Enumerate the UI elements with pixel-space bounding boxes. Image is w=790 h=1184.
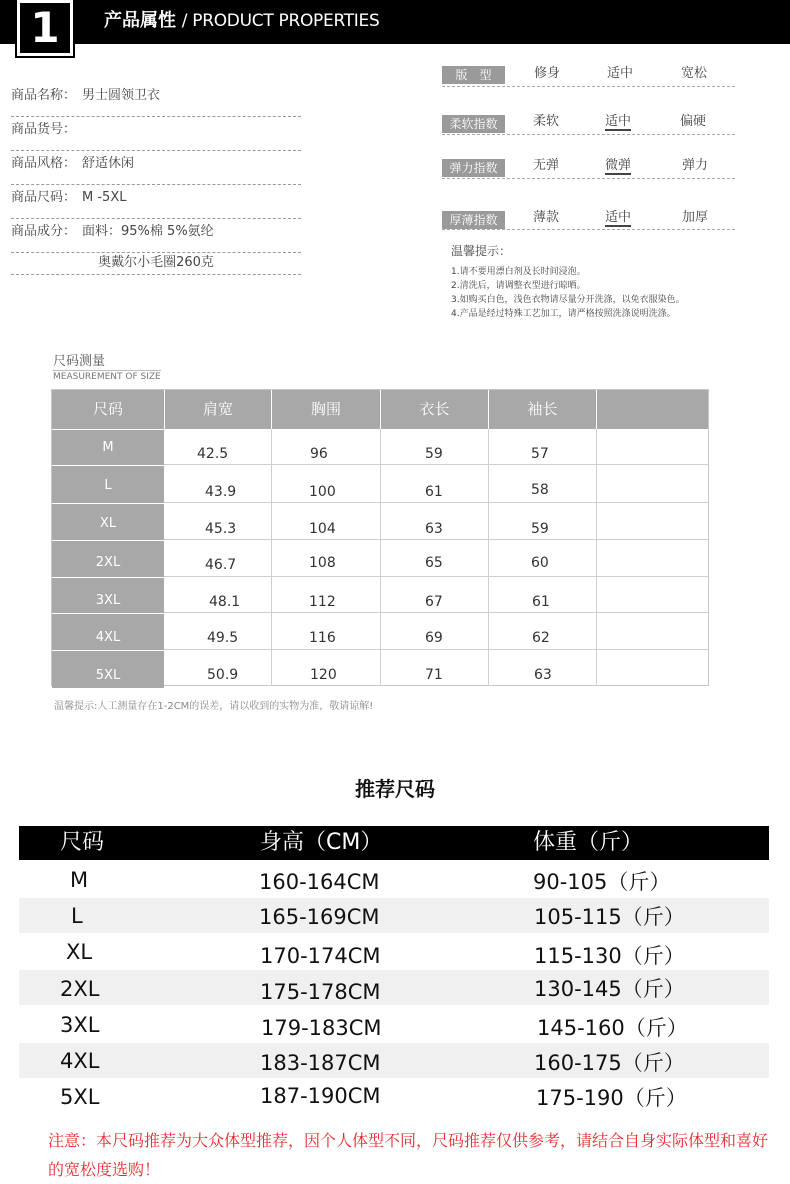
measurement-value: 61 bbox=[532, 594, 550, 610]
info-value: 舒适休闲 bbox=[82, 156, 135, 171]
index-row-elasticity bbox=[442, 150, 735, 179]
info-row-name bbox=[11, 82, 301, 117]
measurement-value: 57 bbox=[531, 446, 549, 462]
recommend-height: 160-164CM bbox=[259, 870, 380, 894]
recommend-weight: 105-115（斤） bbox=[534, 905, 685, 929]
info-row-size bbox=[11, 184, 301, 219]
measurement-value: 60 bbox=[531, 555, 549, 571]
measurement-value: 59 bbox=[425, 446, 443, 462]
info-value: 男士圆领卫衣 bbox=[82, 88, 161, 103]
index-label: 弹力指数 bbox=[442, 159, 505, 177]
info-row-sku bbox=[11, 116, 301, 151]
recommend-weight: 175-190（斤） bbox=[536, 1086, 687, 1110]
info-value: M -5XL bbox=[82, 190, 127, 205]
measurement-subtitle: MEASUREMENT OF SIZE bbox=[53, 372, 161, 382]
measurement-value: 49.5 bbox=[207, 630, 239, 646]
info-label: 商品风格： bbox=[11, 156, 77, 171]
recommend-weight: 115-130（斤） bbox=[534, 944, 685, 968]
recommend-disclaimer: 注意：本尺码推荐为大众体型推荐，因个人体型不同，尺码推荐仅供参考，请结合自身实际体型和喜好的宽松度选购！ bbox=[48, 1131, 769, 1179]
section-title-en: / PRODUCT PROPERTIES bbox=[181, 11, 380, 31]
measurement-header-cell: 胸围 bbox=[272, 390, 380, 429]
index-option: 弹力 bbox=[682, 158, 709, 173]
grid-line bbox=[488, 429, 489, 686]
recommend-header-height: 身高（CM） bbox=[260, 830, 383, 855]
index-option: 加厚 bbox=[682, 210, 709, 225]
recommend-header-weight: 体重（斤） bbox=[533, 830, 644, 855]
measurement-title: 尺码测量 bbox=[53, 354, 106, 369]
measurement-value: 108 bbox=[309, 555, 336, 571]
grid-line bbox=[596, 429, 597, 686]
recommend-size: XL bbox=[66, 940, 93, 964]
care-tips-title: 温馨提示： bbox=[451, 244, 512, 258]
measurement-value: 58 bbox=[531, 482, 549, 498]
index-option-selected: 适中 bbox=[605, 206, 631, 227]
index-option: 薄款 bbox=[533, 210, 560, 225]
measurement-value: 65 bbox=[425, 555, 443, 571]
grid-line bbox=[271, 429, 272, 686]
measurement-value: 104 bbox=[309, 521, 336, 537]
measurement-size-cell: XL bbox=[52, 503, 164, 540]
measurement-value: 46.7 bbox=[205, 557, 237, 573]
recommend-size: L bbox=[71, 904, 83, 928]
recommend-weight: 130-145（斤） bbox=[534, 977, 685, 1001]
info-label: 商品成分： bbox=[11, 224, 77, 239]
index-option: 无弹 bbox=[533, 158, 560, 173]
recommend-header-size: 尺码 bbox=[60, 830, 105, 855]
recommend-height: 179-183CM bbox=[261, 1016, 382, 1040]
measurement-value: 63 bbox=[534, 667, 552, 683]
index-option-selected: 微弹 bbox=[605, 154, 631, 175]
measurement-value: 116 bbox=[309, 630, 336, 646]
info-label: 商品货号： bbox=[11, 122, 77, 137]
grid-line bbox=[164, 576, 709, 577]
recommend-weight: 145-160（斤） bbox=[537, 1016, 688, 1040]
recommend-size: 3XL bbox=[60, 1013, 100, 1037]
index-option-selected: 适中 bbox=[605, 110, 631, 131]
index-row-softness bbox=[442, 108, 735, 135]
info-label: 商品尺码： bbox=[11, 190, 77, 205]
index-option: 修身 bbox=[534, 66, 561, 81]
index-option: 宽松 bbox=[681, 66, 708, 81]
measurement-value: 42.5 bbox=[197, 446, 229, 462]
measurement-size-cell: 5XL bbox=[52, 650, 164, 688]
measurement-value: 96 bbox=[310, 446, 328, 462]
index-option: 偏硬 bbox=[680, 114, 707, 129]
measurement-size-cell: 2XL bbox=[52, 540, 164, 577]
measurement-value: 63 bbox=[425, 521, 443, 537]
index-label: 厚薄指数 bbox=[442, 211, 505, 229]
care-tip-line: 1.请不要用漂白剂及长时间浸泡。 bbox=[451, 267, 586, 277]
index-option: 柔软 bbox=[533, 114, 560, 129]
measurement-value: 112 bbox=[309, 594, 336, 610]
recommend-height: 175-178CM bbox=[260, 980, 381, 1004]
measurement-value: 48.1 bbox=[209, 594, 241, 610]
recommend-size: 2XL bbox=[60, 977, 100, 1001]
index-row-thickness bbox=[442, 203, 735, 230]
info-row-style bbox=[11, 150, 301, 185]
recommend-height: 170-174CM bbox=[260, 944, 381, 968]
index-label: 版 型 bbox=[442, 66, 505, 84]
recommend-size: 4XL bbox=[60, 1049, 100, 1073]
care-tip-line: 3.如购买白色，浅色衣物请尽量分开洗涤，以免衣服染色。 bbox=[451, 295, 685, 305]
measurement-header-cell: 肩宽 bbox=[165, 390, 271, 429]
recommend-size: 5XL bbox=[60, 1085, 100, 1109]
recommend-size: M bbox=[70, 868, 89, 892]
measurement-size-cell: M bbox=[52, 429, 164, 466]
measurement-size-cell: 3XL bbox=[52, 577, 164, 613]
grid-line bbox=[164, 539, 709, 540]
measurement-header-cell: 袖长 bbox=[489, 390, 596, 429]
measurement-table bbox=[51, 389, 709, 686]
grid-line bbox=[164, 464, 709, 465]
index-label: 柔软指数 bbox=[442, 115, 505, 133]
grid-line bbox=[164, 612, 709, 613]
section-title-cn: 产品属性 bbox=[104, 10, 176, 31]
measurement-value: 43.9 bbox=[205, 484, 237, 500]
care-tip-line: 2.清洗后，请调整衣型进行晾晒。 bbox=[451, 281, 586, 291]
measurement-value: 50.9 bbox=[207, 667, 239, 683]
grid-line bbox=[164, 649, 709, 650]
grid-line bbox=[164, 502, 709, 503]
measurement-note: 温馨提示:人工测量存在1-2CM的误差，请以收到的实物为准，敬请谅解! bbox=[54, 701, 374, 712]
recommend-header-bar bbox=[19, 826, 769, 860]
recommend-weight: 90-105（斤） bbox=[533, 870, 671, 894]
measurement-header-cell: 尺码 bbox=[52, 390, 164, 429]
measurement-header-cell: 衣长 bbox=[381, 390, 488, 429]
measurement-value: 69 bbox=[425, 630, 443, 646]
info-row-material bbox=[11, 218, 301, 253]
measurement-value: 59 bbox=[531, 521, 549, 537]
info-fabric-note: 奥戴尔小毛圈260克 bbox=[11, 252, 301, 275]
measurement-value: 45.3 bbox=[205, 521, 237, 537]
measurement-size-cell: 4XL bbox=[52, 613, 164, 650]
index-row-fit bbox=[442, 62, 735, 87]
recommend-height: 165-169CM bbox=[259, 905, 380, 929]
info-value: 面料：95%棉 5%氨纶 bbox=[82, 224, 214, 239]
measurement-value: 61 bbox=[425, 484, 443, 500]
info-label: 商品名称： bbox=[11, 88, 77, 103]
measurement-value: 62 bbox=[532, 630, 550, 646]
measurement-value: 67 bbox=[425, 594, 443, 610]
measurement-value: 120 bbox=[310, 667, 337, 683]
recommend-height: 187-190CM bbox=[260, 1084, 381, 1108]
recommend-title: 推荐尺码 bbox=[355, 777, 435, 801]
section-number-badge: 1 bbox=[17, 0, 73, 56]
recommend-weight: 160-175（斤） bbox=[534, 1051, 685, 1075]
recommend-height: 183-187CM bbox=[260, 1051, 381, 1075]
measurement-size-cell: L bbox=[52, 465, 164, 503]
grid-line bbox=[380, 429, 381, 686]
measurement-value: 100 bbox=[309, 484, 336, 500]
measurement-value: 71 bbox=[425, 667, 443, 683]
index-option: 适中 bbox=[607, 66, 634, 81]
care-tip-line: 4.产品是经过特殊工艺加工，请严格按照洗涤说明洗涤。 bbox=[451, 309, 676, 319]
section-title bbox=[104, 9, 379, 33]
measurement-header-cell bbox=[597, 390, 708, 429]
